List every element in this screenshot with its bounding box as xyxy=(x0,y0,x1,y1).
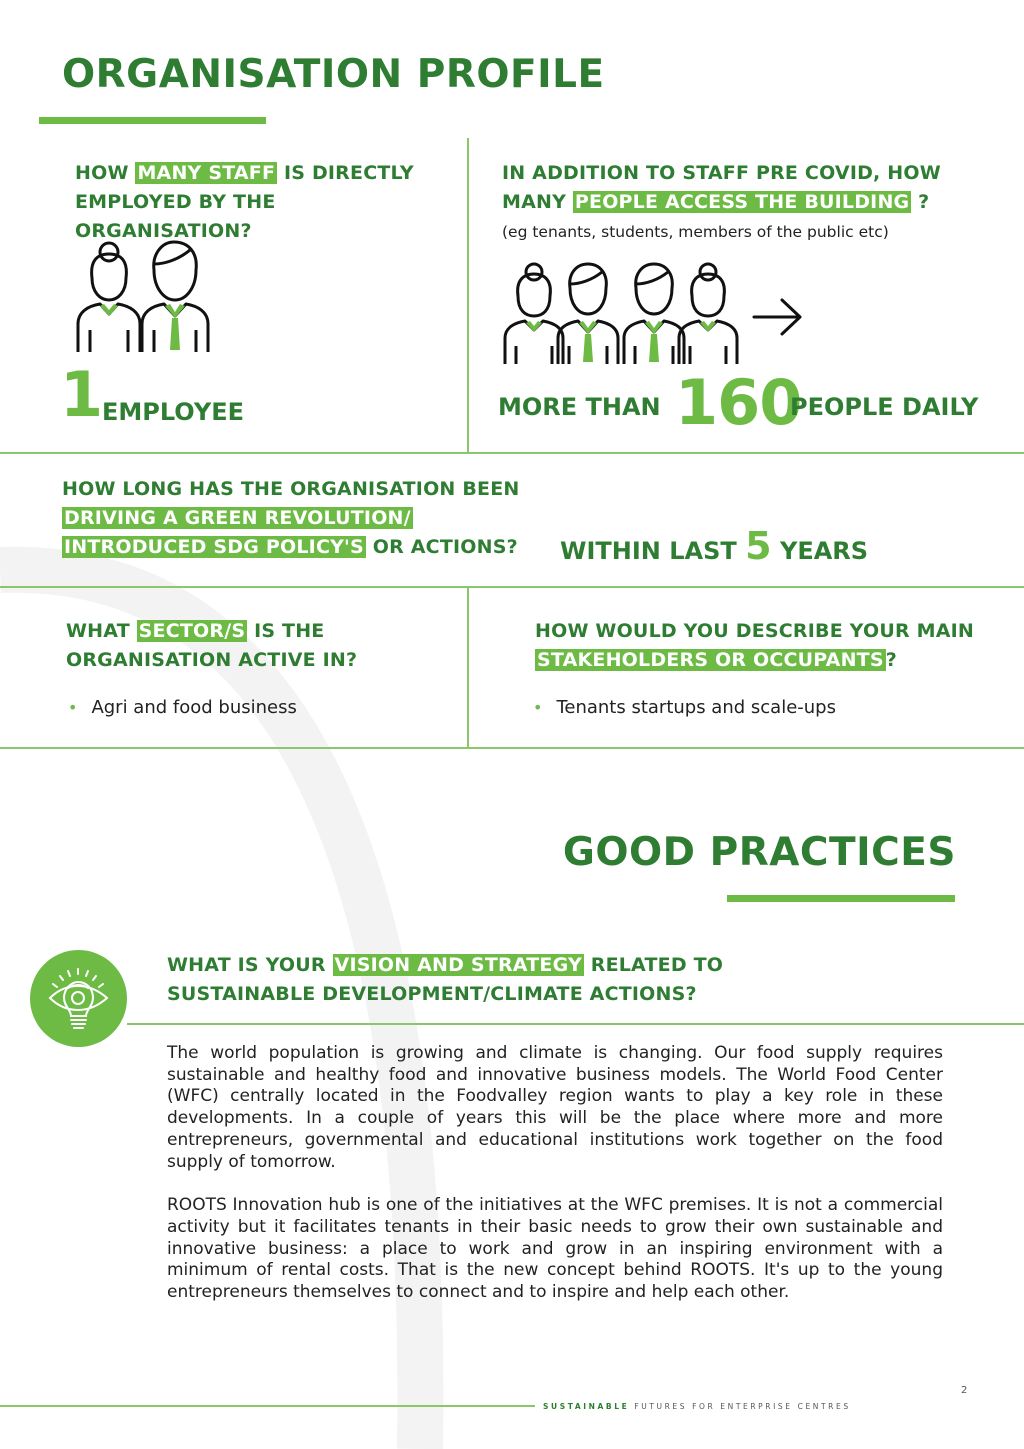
stakeholders-list-item: • Tenants startups and scale-ups xyxy=(533,697,836,718)
sector-list-item: • Agri and food business xyxy=(68,697,297,718)
bullet-icon: • xyxy=(533,698,543,717)
vision-divider xyxy=(127,1023,1024,1025)
bullet-icon: • xyxy=(68,698,78,717)
sector-question: WHAT SECTOR/S IS THE ORGANISATION ACTIVE IN? xyxy=(66,620,358,671)
vision-body xyxy=(167,1043,943,1304)
duration-question: HOW LONG HAS THE ORGANISATION BEEN DRIVING A GREEN REVOLUTION/ INTRODUCED SDG POLICY'S OR ACTIONS? xyxy=(62,478,520,558)
divider-horizontal-3 xyxy=(0,747,1024,749)
access-note: (eg tenants, students, members of the public etc) xyxy=(502,223,889,241)
footer-line xyxy=(0,1405,535,1407)
vision-highlight: VISION AND STRATEGY xyxy=(334,954,582,976)
access-count: 160 xyxy=(675,366,802,439)
visitors-people-icon xyxy=(500,258,742,368)
vision-paragraph-2: ROOTS Innovation hub is one of the initiatives at the WFC premises. It is not a commercial activity but it facilitates tenants in their basic needs to grow their own sustainable and innovative business: a place to work and grow in an inspiring environment with a minimum of rental costs. That is the new concept behind ROOTS. It's up to the young entrepreneurs themselves to connect and to inspire and help each other. xyxy=(167,1195,943,1303)
staff-count: 1 xyxy=(60,358,104,431)
staff-question: HOW MANY STAFF IS DIRECTLY EMPLOYED BY THE ORGANISATION? xyxy=(75,162,414,242)
good-practices-underline xyxy=(727,895,955,902)
staff-label: EMPLOYEE xyxy=(102,398,245,426)
access-prefix: MORE THAN xyxy=(498,393,661,421)
divider-horizontal-1 xyxy=(0,452,1024,454)
divider-vertical-mid xyxy=(467,586,469,748)
page-title: ORGANISATION PROFILE xyxy=(62,52,605,97)
staff-question-highlight: MANY STAFF xyxy=(137,162,276,184)
divider-horizontal-2 xyxy=(0,586,1024,588)
duration-highlight-2: INTRODUCED SDG POLICY'S xyxy=(64,536,364,558)
sector-highlight: SECTOR/S xyxy=(138,620,246,642)
duration-answer: WITHIN LAST 5 YEARS xyxy=(560,524,869,568)
stakeholders-highlight: STAKEHOLDERS OR OCCUPANTS xyxy=(537,649,884,671)
duration-highlight-1: DRIVING A GREEN REVOLUTION/ xyxy=(64,507,411,529)
access-question: IN ADDITION TO STAFF PRE COVID, HOW MANY PEOPLE ACCESS THE BUILDING ? xyxy=(502,162,941,213)
divider-vertical-top xyxy=(467,138,469,452)
arrow-right-icon xyxy=(750,296,806,338)
lightbulb-icon xyxy=(30,950,127,1047)
vision-paragraph-1: The world population is growing and climate is changing. Our food supply requires sustainable and healthy food and innovative business models. The World Food Center (WFC) centrally located in the Foodvalley region wants to play a key role in these developments. In a couple of years this will be the place where more and more entrepreneurs, governmental and educational institutions work together on the food supply of tomorrow. xyxy=(167,1043,943,1172)
vision-question: WHAT IS YOUR VISION AND STRATEGY RELATED TO SUSTAINABLE DEVELOPMENT/CLIMATE ACTIONS? xyxy=(167,954,724,1005)
footer-brand: SUSTAINABLE FUTURES FOR ENTERPRISE CENTRES xyxy=(543,1402,851,1411)
title-underline xyxy=(39,117,266,124)
good-practices-title: GOOD PRACTICES xyxy=(562,830,956,875)
page-number: 2 xyxy=(961,1385,968,1396)
access-suffix: PEOPLE DAILY xyxy=(790,393,979,421)
stakeholders-question: HOW WOULD YOU DESCRIBE YOUR MAIN STAKEHOLDERS OR OCCUPANTS ? xyxy=(535,620,974,671)
duration-years-number: 5 xyxy=(745,524,772,568)
access-question-highlight: PEOPLE ACCESS THE BUILDING xyxy=(574,191,910,213)
staff-people-icon xyxy=(72,234,212,356)
